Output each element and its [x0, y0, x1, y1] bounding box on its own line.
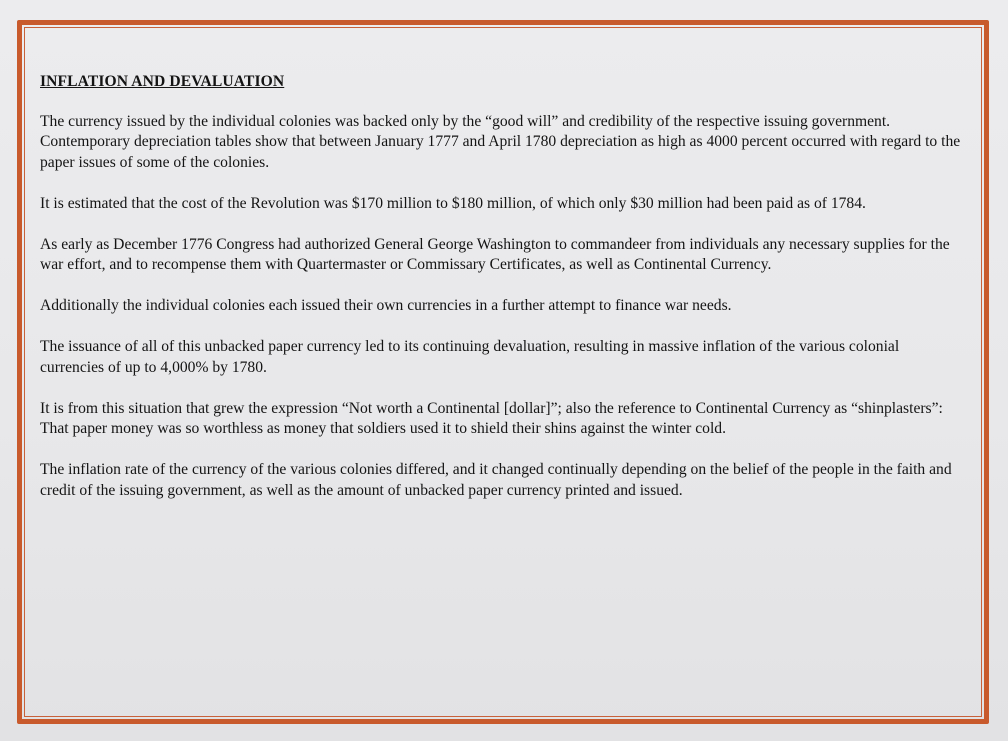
paragraph-4: Additionally the individual colonies each issued their own currencies in a further attempt to finance war needs. — [40, 297, 732, 314]
paragraph-2: It is estimated that the cost of the Revolution was $170 million to $180 million, of which only $30 million had been paid as of 1784. — [40, 194, 866, 212]
paragraph-5: The issuance of all of this unbacked paper currency led to its continuing devaluation, resulting in massive inflation of the various colonial currencies of up to 4,000% by 1780. — [40, 338, 900, 376]
paragraph-6: It is from this situation that grew the expression “Not worth a Continental [dollar]”; also the reference to Continental Currency as “shinplasters”: That paper money was so worthless as money that soldiers used it to shield their shins against the winter cold. — [40, 399, 943, 437]
paragraph-3: As early as December 1776 Congress had authorized General George Washington to commandeer from individuals any necessary supplies for the war effort, and to recompense them with Quartermaster or Commissary Certificates, as well as Continental Currency. — [40, 235, 950, 273]
document-body — [40, 72, 965, 522]
paragraph-1: The currency issued by the individual colonies was backed only by the “good will” and credibility of the respective issuing government. Contemporary depreciation tables show that between January 1777 and April 1780 depreciation as high as 4000 percent occurred with regard to the paper issues of some of the colonies. — [40, 112, 961, 171]
paragraph-7: The inflation rate of the currency of the various colonies differed, and it changed continually depending on the belief of the people in the faith and credit of the issuing government, as well as the amount of unbacked paper currency printed and issued. — [40, 461, 952, 499]
document-title: INFLATION AND DEVALUATION — [40, 73, 285, 90]
